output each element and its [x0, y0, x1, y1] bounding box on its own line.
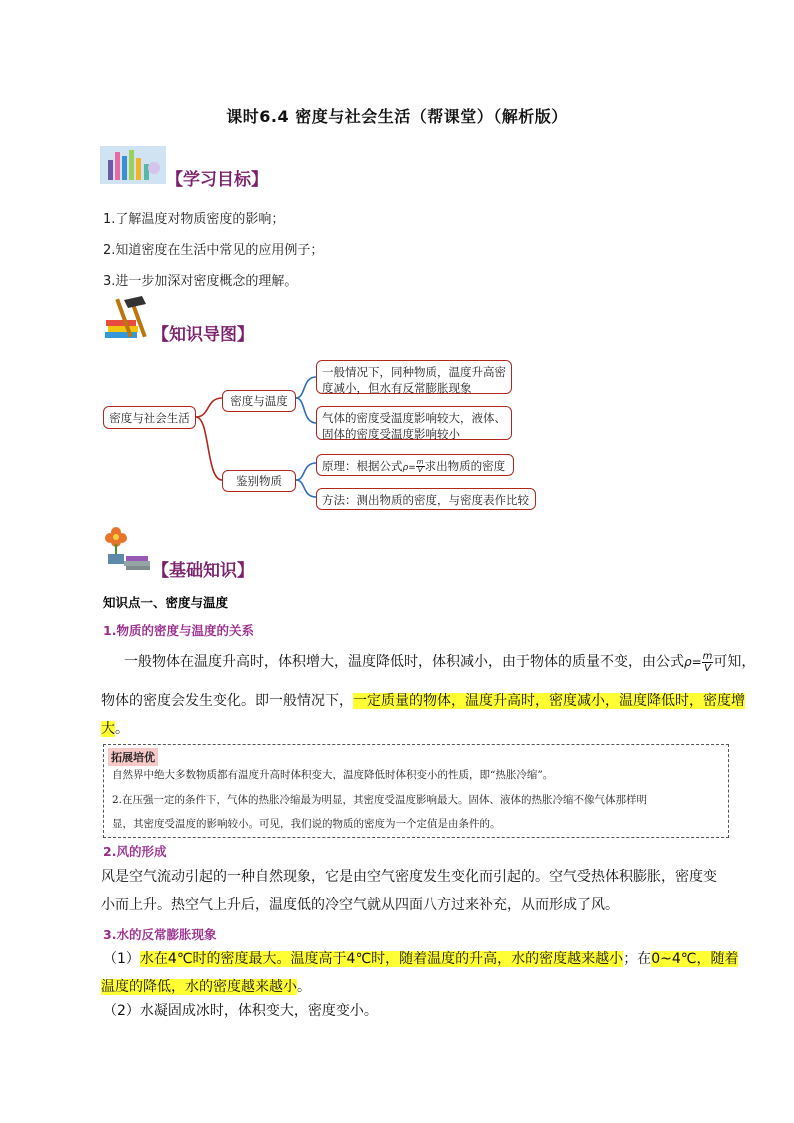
section-3-text-post: 。	[297, 979, 311, 995]
mindmap-leaf1-text: 一般情况下，同种物质，温度升高密度减小，但水有反常膨胀现象	[322, 365, 506, 395]
section-1-text-d: 。	[115, 721, 129, 737]
mindmap-heading: 【知识导图】	[152, 325, 254, 345]
extension-line-2: 2.在压强一定的条件下，气体的热胀冷缩最为明显，其密度受温度影响最大。固体、液体的热胀冷缩不像气体那样明	[112, 794, 648, 806]
section-2-line-2: 小而上升。热空气上升后，温度低的冷空气就从四面八方过来补充，从而形成了风。	[101, 897, 619, 913]
mindmap-formula-lhs: ρ=	[402, 463, 416, 473]
mindmap-formula-num: m	[416, 458, 424, 466]
section-3-highlight-2: 0~4℃，随着	[651, 951, 739, 967]
section-1-highlight-2: 大	[101, 721, 115, 737]
mindmap-leaf-general-rule	[316, 360, 512, 394]
mindmap-leaf2-text: 气体的密度受温度影响较大，液体、固体的密度受温度影响较小	[322, 411, 506, 441]
section-3-highlight-1: 水在4℃时的密度最大。温度高于4℃时，随着温度的升高，水的密度越来越小	[139, 951, 624, 967]
mindmap-leaf-method	[316, 488, 536, 510]
section-1-text-b: 可知，	[713, 654, 756, 670]
section-1-line-3	[101, 714, 129, 745]
mindmap-formula-fraction	[416, 459, 425, 474]
objective-item-3: 3.进一步加深对密度概念的理解。	[103, 274, 298, 289]
section-1-text-a: 一般物体在温度升高时，体积增大，温度降低时，体积减小，由于物体的质量不变，由公式	[124, 654, 684, 670]
section-1-text-c: 物体的密度会发生变化。即一般情况下，	[101, 693, 353, 709]
mindmap-branch-identify-substance	[222, 470, 296, 492]
section-2-line-1: 风是空气流动引起的一种自然现象，它是由空气密度发生变化而引起的。空气受热体积膨胀，密度变	[101, 869, 717, 885]
section-3-line-3: （2）水凝固成冰时，体积变大，密度变小。	[103, 1003, 378, 1019]
section-3-highlight-3: 温度的降低，水的密度越来越小	[101, 979, 297, 995]
extension-tag: 拓展培优	[108, 748, 158, 766]
mindmap-branch-density-temperature	[222, 390, 296, 412]
extension-line-1: 自然界中绝大多数物质都有温度升高时体积变大，温度降低时体积变小的性质，即“热胀冷缩”。	[112, 769, 554, 781]
mindmap-branch2-label: 鉴别物质	[236, 474, 282, 488]
section-3-text-mid: ；在	[623, 951, 652, 967]
mindmap-root	[103, 406, 196, 429]
mindmap-branch1-label: 密度与温度	[230, 394, 288, 408]
mindmap-leaf3-post: 求出物质的密度	[424, 459, 506, 473]
page-title: 课时6.4 密度与社会生活（帮课堂）（解析版）	[226, 107, 568, 126]
objectives-heading: 【学习目标】	[166, 170, 268, 190]
basics-section-image	[100, 520, 154, 576]
section-1-formula-num: m	[702, 650, 713, 662]
section-1-highlight-1: 一定质量的物体，温度升高时，密度减小，温度降低时，密度增	[353, 693, 745, 709]
basics-heading: 【基础知识】	[152, 561, 254, 581]
extension-box	[103, 744, 729, 838]
objective-item-1: 1.了解温度对物质密度的影响；	[103, 212, 285, 227]
mindmap-leaf-principle	[316, 454, 514, 476]
section-3-text-pre: （1）	[103, 951, 140, 967]
section-1-line-2	[101, 686, 745, 717]
mindmap-formula-den: V	[417, 466, 423, 474]
knowledge-point-1: 知识点一、密度与温度	[103, 595, 229, 610]
objective-item-2: 2.知道密度在生活中常见的应用例子；	[103, 243, 324, 258]
section-1-formula-lhs: ρ=	[684, 655, 702, 669]
section-1-title: 1.物质的密度与温度的关系	[103, 623, 254, 638]
section-1-formula-den: V	[704, 662, 711, 674]
section-3-title: 3.水的反常膨胀现象	[103, 927, 217, 942]
mindmap-leaf-gas-liquid	[316, 406, 512, 440]
section-3-line-1	[103, 944, 738, 975]
section-1-formula-fraction	[702, 651, 714, 674]
extension-line-3: 显，其密度受温度的影响较小。可见，我们说的物质的密度为一个定值是由条件的。	[112, 818, 501, 830]
section-1-line-1	[124, 647, 755, 678]
mindmap-leaf4-text: 方法：测出物质的密度，与密度表作比较	[322, 493, 529, 507]
mindmap-root-label: 密度与社会生活	[109, 410, 190, 425]
section-2-title: 2.风的形成	[103, 844, 167, 859]
mindmap-leaf3-pre: 原理：根据公式	[322, 459, 403, 473]
